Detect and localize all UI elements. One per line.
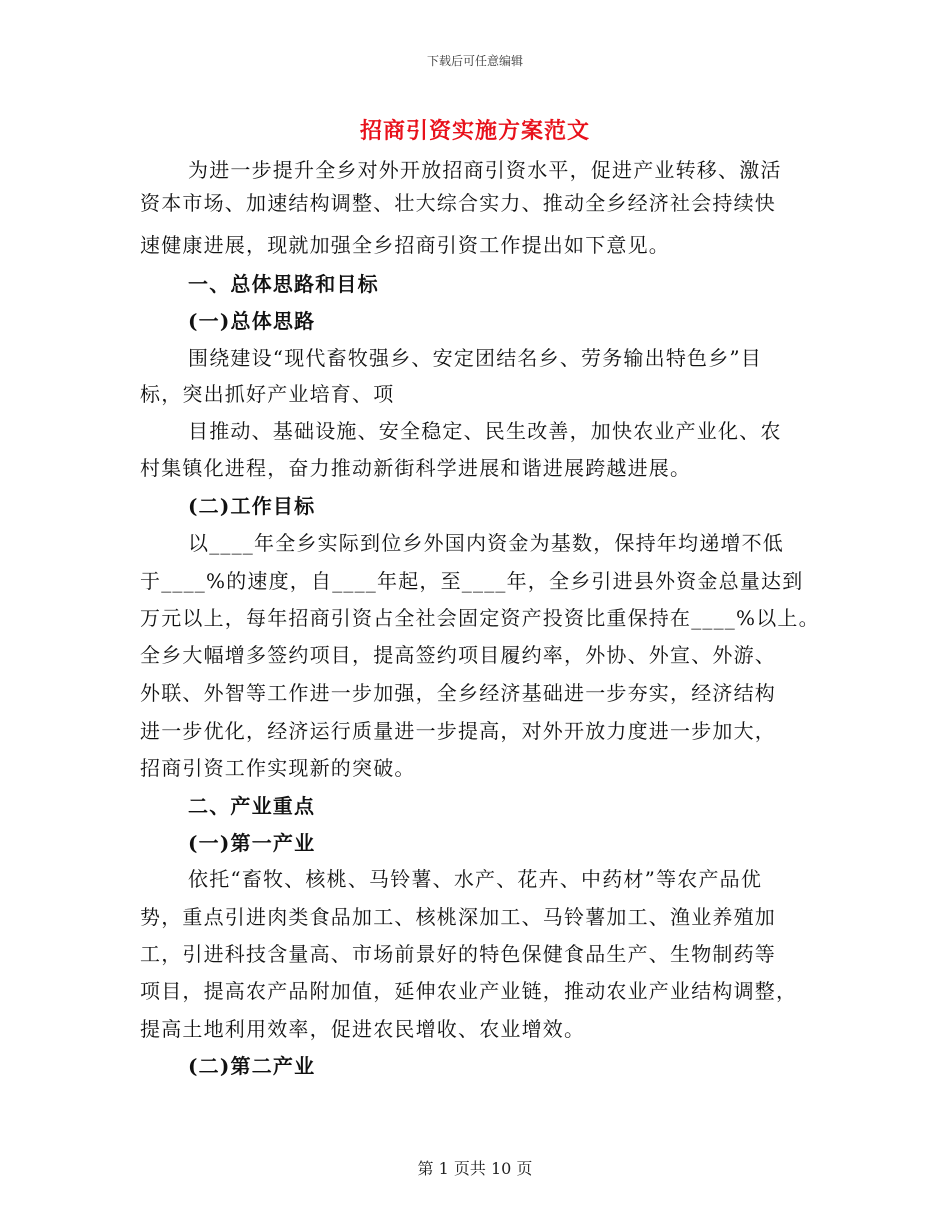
paragraph-line: 外联、外智等工作进一步加强，全乡经济基础进一步夯实，经济结构 bbox=[140, 681, 776, 705]
paragraph-line: 速健康进展，现就加强全乡招商引资工作提出如下意见。 bbox=[140, 233, 670, 257]
paragraph-line: 资本市场、加速结构调整、壮大综合实力、推动全乡经济社会持续快 bbox=[140, 191, 776, 215]
paragraph-line: 目推动、基础设施、安全稳定、民生改善，加快农业产业化、农 bbox=[188, 419, 782, 443]
paragraph-line: 村集镇化进程，奋力推动新街科学进展和谐进展跨越进展。 bbox=[140, 456, 692, 480]
paragraph-line: 依托“畜牧、核桃、马铃薯、水产、花卉、中药材”等农产品优 bbox=[188, 867, 763, 891]
subsection-heading: (一)总体思路 bbox=[188, 309, 316, 333]
paragraph-line: 围绕建设“现代畜牧强乡、安定团结名乡、劳务输出特色乡”目 bbox=[188, 346, 763, 370]
paragraph-line: 标，突出抓好产业培育、项 bbox=[140, 382, 395, 406]
section-heading: 一、总体思路和目标 bbox=[188, 272, 379, 296]
paragraph-line: 进一步优化，经济运行质量进一步提高，对外开放力度进一步加大， bbox=[140, 719, 776, 743]
subsection-heading: (一)第一产业 bbox=[188, 831, 316, 855]
paragraph-line: 全乡大幅增多签约项目，提高签约项目履约率，外协、外宣、外游、 bbox=[140, 643, 776, 667]
paragraph-line: 招商引资工作实现新的突破。 bbox=[140, 756, 416, 780]
paragraph-line: 于____%的速度，自____年起，至____年，全乡引进县外资金总量达到 bbox=[140, 569, 804, 593]
document-title: 招商引资实施方案范文 bbox=[359, 118, 590, 144]
paragraph-line: 为进一步提升全乡对外开放招商引资水平，促进产业转移、激活 bbox=[188, 158, 782, 182]
page-footer: 第 1 页共 10 页 bbox=[417, 1159, 533, 1178]
paragraph-line: 工，引进科技含量高、市场前景好的特色保健食品生产、生物制药等 bbox=[140, 942, 776, 966]
paragraph-line: 万元以上，每年招商引资占全社会固定资产投资比重保持在____%以上。 bbox=[140, 606, 820, 630]
paragraph-line: 以____年全乡实际到位乡外国内资金为基数，保持年均递增不低 bbox=[188, 531, 784, 555]
subsection-heading: (二)工作目标 bbox=[188, 494, 316, 518]
subsection-heading: (二)第二产业 bbox=[188, 1054, 316, 1078]
paragraph-line: 提高土地利用效率，促进农民增收、农业增效。 bbox=[140, 1017, 586, 1041]
paragraph-line: 项目，提高农产品附加值，延伸农业产业链，推动农业产业结构调整， bbox=[140, 979, 798, 1003]
section-heading: 二、产业重点 bbox=[188, 794, 316, 818]
paragraph-line: 势，重点引进肉类食品加工、核桃深加工、马铃薯加工、渔业养殖加 bbox=[140, 905, 776, 929]
header-note: 下载后可任意编辑 bbox=[426, 54, 523, 68]
